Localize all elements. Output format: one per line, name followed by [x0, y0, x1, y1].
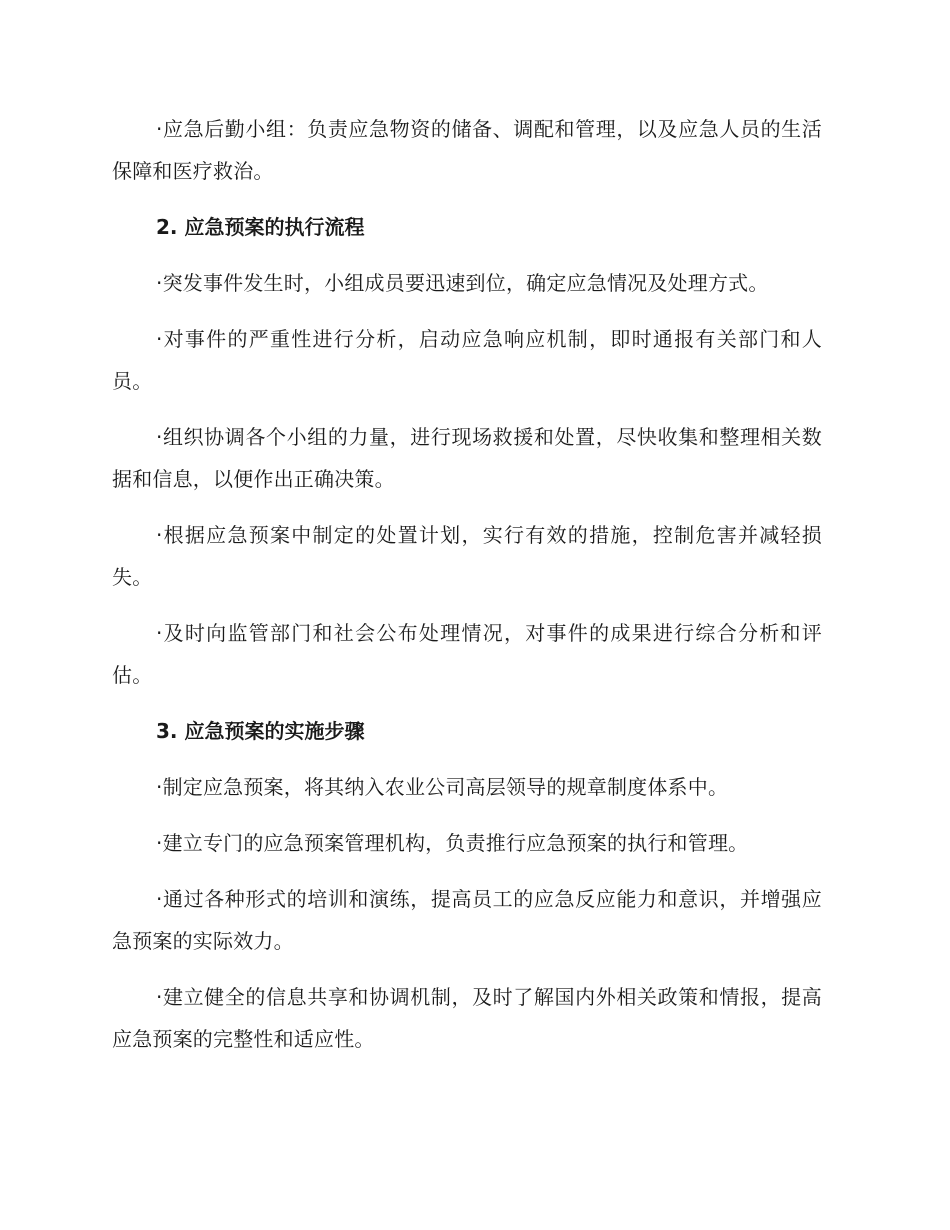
bullet-marker: · — [156, 327, 163, 351]
bullet-marker: · — [156, 271, 163, 295]
bullet-marker: · — [156, 523, 163, 547]
bullet-marker: · — [156, 117, 163, 141]
bullet-marker: · — [156, 887, 163, 911]
list-item: ·根据应急预案中制定的处置计划，实行有效的措施，控制危害并减轻损失。 — [112, 523, 822, 589]
list-item: ·突发事件发生时，小组成员要迅速到位，确定应急情况及处理方式。 — [156, 271, 769, 295]
bullet-marker: · — [156, 831, 163, 855]
list-item: ·建立健全的信息共享和协调机制，及时了解国内外相关政策和情报，提高应急预案的完整性和适应性。 — [112, 985, 822, 1051]
bullet-marker: · — [156, 775, 163, 799]
bullet-marker: · — [156, 621, 163, 645]
section-heading: 2. 应急预案的执行流程 — [156, 215, 365, 239]
list-item: ·及时向监管部门和社会公布处理情况，对事件的成果进行综合分析和评估。 — [112, 621, 822, 687]
bullet-marker: · — [156, 985, 163, 1009]
list-item: ·组织协调各个小组的力量，进行现场救援和处置，尽快收集和整理相关数据和信息，以便作出正确决策。 — [112, 425, 822, 491]
bullet-marker: · — [156, 425, 163, 449]
document-page — [112, 108, 822, 1074]
list-item: ·制定应急预案，将其纳入农业公司高层领导的规章制度体系中。 — [156, 775, 729, 799]
section-heading: 3. 应急预案的实施步骤 — [156, 719, 365, 743]
list-item: ·通过各种形式的培训和演练，提高员工的应急反应能力和意识，并增强应急预案的实际效力。 — [112, 887, 822, 953]
list-item: ·建立专门的应急预案管理机构，负责推行应急预案的执行和管理。 — [156, 831, 749, 855]
list-item: ·对事件的严重性进行分析，启动应急响应机制，即时通报有关部门和人员。 — [112, 327, 822, 393]
list-item: ·应急后勤小组：负责应急物资的储备、调配和管理，以及应急人员的生活保障和医疗救治。 — [112, 117, 822, 183]
